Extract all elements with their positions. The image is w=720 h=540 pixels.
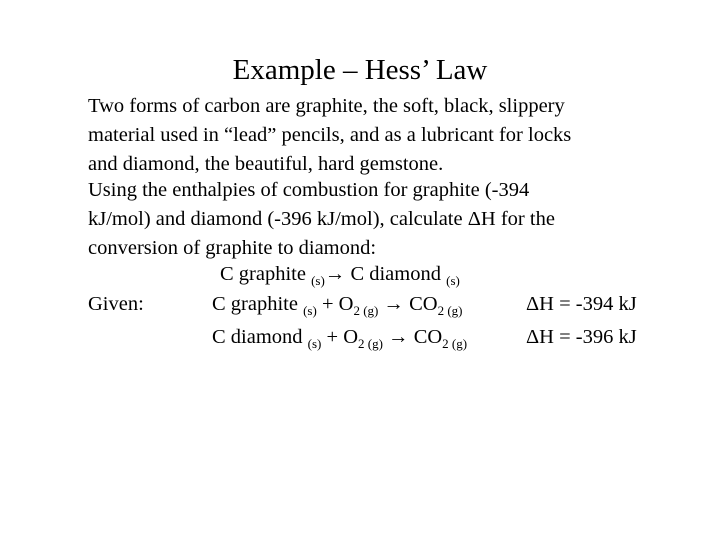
state-subscript: (s) (307, 336, 322, 351)
delta-h-diamond: ΔH = -396 kJ (526, 326, 637, 348)
paragraph-line: conversion of graphite to diamond: (88, 237, 377, 259)
slide-title: Example – Hess’ Law (232, 54, 488, 86)
arrow-co2-text: → CO (382, 326, 443, 348)
target-equation (220, 260, 460, 290)
co2-subscript: 2 (g) (442, 336, 468, 351)
paragraph-line: material used in “lead” pencils, and as a lubricant for locks (88, 124, 572, 146)
given-label: Given: (88, 293, 144, 315)
reactant-text: C graphite (220, 263, 312, 285)
paragraph-line: Using the enthalpies of combustion for graphite (-394 (88, 179, 530, 201)
arrow-co2-text: → CO (378, 293, 438, 315)
co2-subscript: 2 (g) (437, 303, 463, 318)
paragraph-line: and diamond, the beautiful, hard gemstone. (88, 153, 444, 175)
plus-oxygen-text: + O (321, 326, 359, 348)
given-equation-diamond (212, 323, 467, 353)
intro-paragraph (88, 92, 571, 179)
state-subscript: (s) (446, 273, 460, 288)
problem-paragraph (88, 176, 555, 263)
plus-oxygen-text: + O (316, 293, 354, 315)
state-subscript: (s) (303, 303, 317, 318)
arrow-product-text: → C diamond (324, 263, 447, 285)
paragraph-line: Two forms of carbon are graphite, the soft, black, slippery (88, 95, 565, 117)
given-equation-graphite (212, 290, 463, 320)
state-subscript: (s) (311, 273, 325, 288)
oxygen-subscript: 2 (g) (358, 336, 383, 351)
reactant-text: C diamond (212, 326, 308, 348)
oxygen-subscript: 2 (g) (353, 303, 379, 318)
paragraph-line: kJ/mol) and diamond (-396 kJ/mol), calculate ΔH for the (88, 208, 555, 230)
delta-h-graphite: ΔH = -394 kJ (526, 293, 637, 315)
reactant-text: C graphite (212, 293, 304, 315)
